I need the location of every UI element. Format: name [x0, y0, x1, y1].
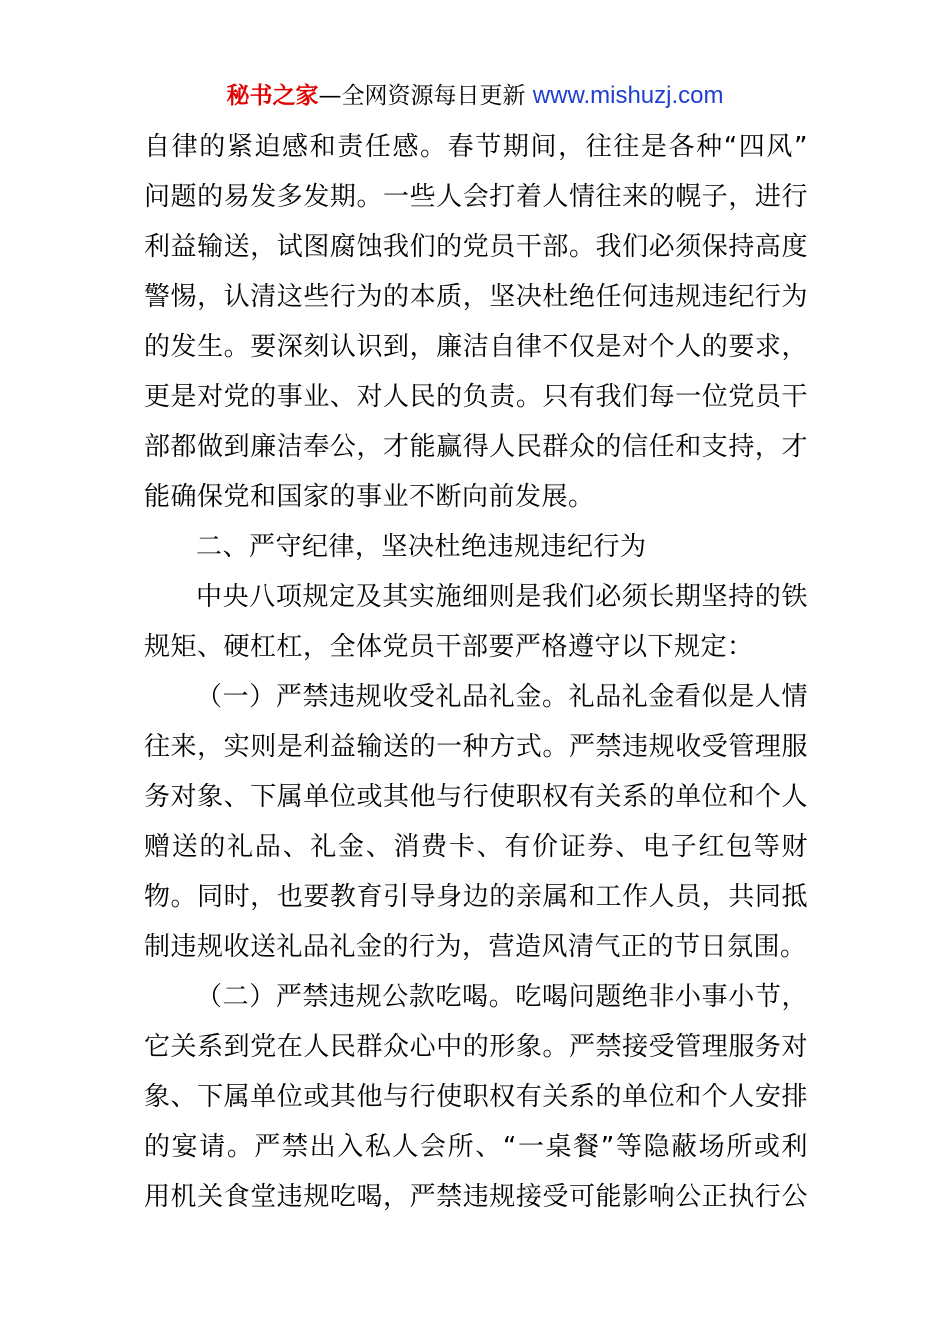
- text-line: 利益输送，试图腐蚀我们的党员干部。我们必须保持高度: [144, 232, 808, 262]
- header-tagline: —全网资源每日更新: [318, 83, 533, 109]
- text-line: 象、下属单位或其他与行使职权有关系的单位和个人安排: [144, 1082, 808, 1112]
- text-line: 物。同时，也要教育引导身边的亲属和工作人员，共同抵: [144, 882, 808, 912]
- text-line: 往来，实则是利益输送的一种方式。严禁违规收受管理服: [144, 732, 808, 762]
- text-line: 赠送的礼品、礼金、消费卡、有价证券、电子红包等财: [144, 832, 808, 862]
- text-line: 的发生。要深刻认识到，廉洁自律不仅是对个人的要求，: [144, 332, 808, 362]
- document-body: [144, 122, 808, 1222]
- text-line: 务对象、下属单位或其他与行使职权有关系的单位和个人: [144, 782, 808, 812]
- text-line: 问题的易发多发期。一些人会打着人情往来的幌子，进行: [144, 182, 808, 212]
- text-line: 自律的紧迫感和责任感。春节期间，往往是各种“四风”: [144, 132, 808, 162]
- text-line: （二）严禁违规公款吃喝。吃喝问题绝非小事小节，: [196, 982, 808, 1012]
- site-url-link[interactable]: www.mishuzj.com: [532, 82, 724, 109]
- text-line: （一）严禁违规收受礼品礼金。礼品礼金看似是人情: [196, 682, 808, 712]
- text-line: 部都做到廉洁奉公，才能赢得人民群众的信任和支持，才: [144, 432, 808, 462]
- brand-name: 秘书之家: [226, 83, 319, 109]
- text-line: 规矩、硬杠杠，全体党员干部要严格遵守以下规定：: [144, 632, 754, 662]
- text-line: 更是对党的事业、对人民的负责。只有我们每一位党员干: [144, 382, 808, 412]
- text-line: 能确保党和国家的事业不断向前发展。: [144, 482, 595, 512]
- text-line: 警惕，认清这些行为的本质，坚决杜绝任何违规违纪行为: [144, 282, 808, 312]
- text-line: 的宴请。严禁出入私人会所、“一桌餐”等隐蔽场所或利: [144, 1132, 808, 1162]
- text-line: 中央八项规定及其实施细则是我们必须长期坚持的铁: [196, 582, 808, 612]
- text-line: 用机关食堂违规吃喝，严禁违规接受可能影响公正执行公: [144, 1182, 808, 1212]
- text-line: 它关系到党在人民群众心中的形象。严禁接受管理服务对: [144, 1032, 808, 1062]
- site-header: [0, 80, 950, 112]
- section-heading: 二、严守纪律，坚决杜绝违规违纪行为: [196, 532, 647, 562]
- text-line: 制违规收送礼品礼金的行为，营造风清气正的节日氛围。: [144, 932, 807, 962]
